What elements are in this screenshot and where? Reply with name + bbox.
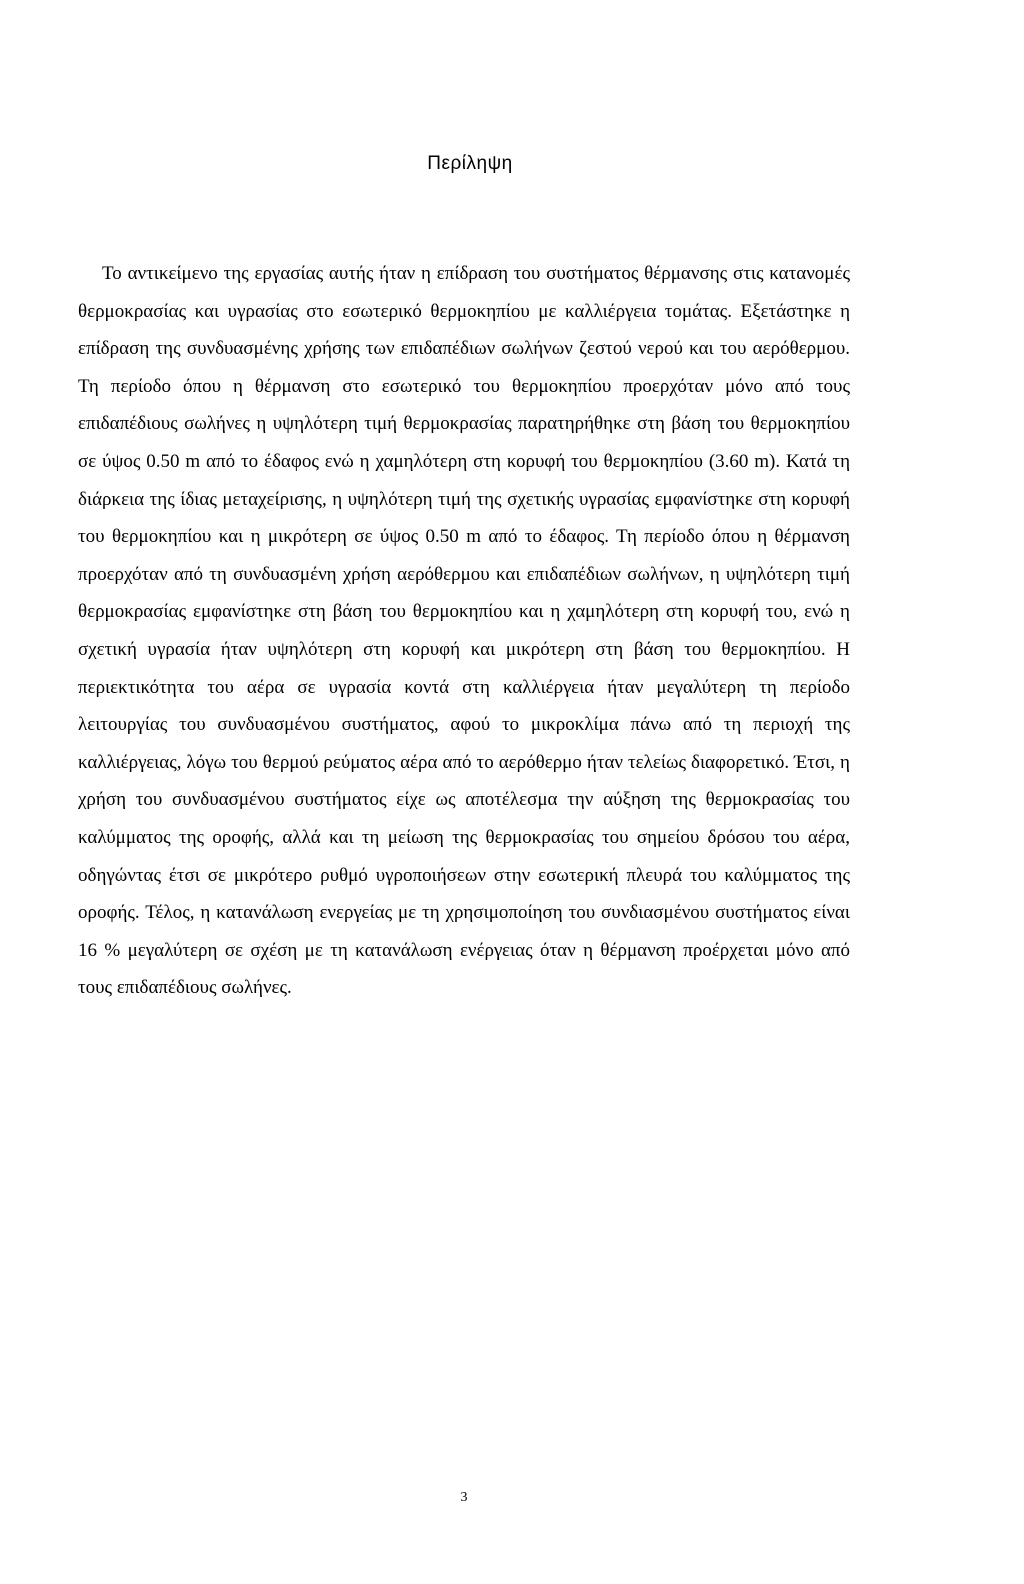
page-number: 3 [460, 1490, 468, 1505]
abstract-paragraph: Το αντικείμενο της εργασίας αυτής ήταν η επίδραση του συστήματος θέρμανσης στις κατανομές θερμοκρασίας και υγρασίας στο εσωτερικό θερμοκηπίου με καλλιέργεια τομάτας. Εξετάστηκε η επίδραση της συνδυασμένης χρήσης των επιδαπέδιων σωλήνων ζεστού νερού και του αερόθερμου. Τη περίοδο όπου η θέρμανση στο εσωτερικό του θερμοκηπίου προερχόταν μόνο από τους επιδαπέδιους σωλήνες η υψηλότερη τιμή θερμοκρασίας παρατηρήθηκε στη βάση του θερμοκηπίου σε ύψος 0.50 m από το έδαφος ενώ η χαμηλότερη στη κορυφή του θερμοκηπίου (3.60 m). Κατά τη διάρκεια της ίδιας μεταχείρισης, η υψηλότερη τιμή της σχετικής υγρασίας εμφανίστηκε στη κορυφή του θερμοκηπίου και η μικρότερη σε ύψος 0.50 m από το έδαφος. Τη περίοδο όπου η θέρμανση προερχόταν από τη συνδυασμένη χρήση αερόθερμου και επιδαπέδιων σωλήνων, η υψηλότερη τιμή θερμοκρασίας εμφανίστηκε στη βάση του θερμοκηπίου και η χαμηλότερη στη κορυφή του, ενώ η σχετική υγρασία ήταν υψηλότερη στη κορυφή και μικρότερη στη βάση του θερμοκηπίου. Η περιεκτικότητα του αέρα σε υγρασία κοντά στη καλλιέργεια ήταν μεγαλύτερη τη περίοδο λειτουργίας του συνδυασμένου συστήματος, αφού το μικροκλίμα πάνω από τη περιοχή της καλλιέργειας, λόγω του θερμού ρεύματος αέρα από το αερόθερμο ήταν τελείως διαφορετικό. Έτσι, η χρήση του συνδυασμένου συστήματος είχε ως αποτέλεσμα την αύξηση της θερμοκρασίας του καλύμματος της οροφής, αλλά και τη μείωση της θερμοκρασίας του σημείου δρόσου του αέρα, οδηγώντας έτσι σε μικρότερο ρυθμό υγροποιήσεων στην εσωτερική πλευρά του καλύμματος της οροφής. Τέλος, η κατανάλωση ενεργείας με τη χρησιμοποίηση του συνδιασμένου συστήματος είναι 16 % μεγαλύτερη σε σχέση με τη κατανάλωση ενέργειας όταν η θέρμανση προέρχεται μόνο από τους επιδαπέδιους σωλήνες. [78, 263, 850, 999]
page-title: Περίληψη [427, 153, 513, 174]
